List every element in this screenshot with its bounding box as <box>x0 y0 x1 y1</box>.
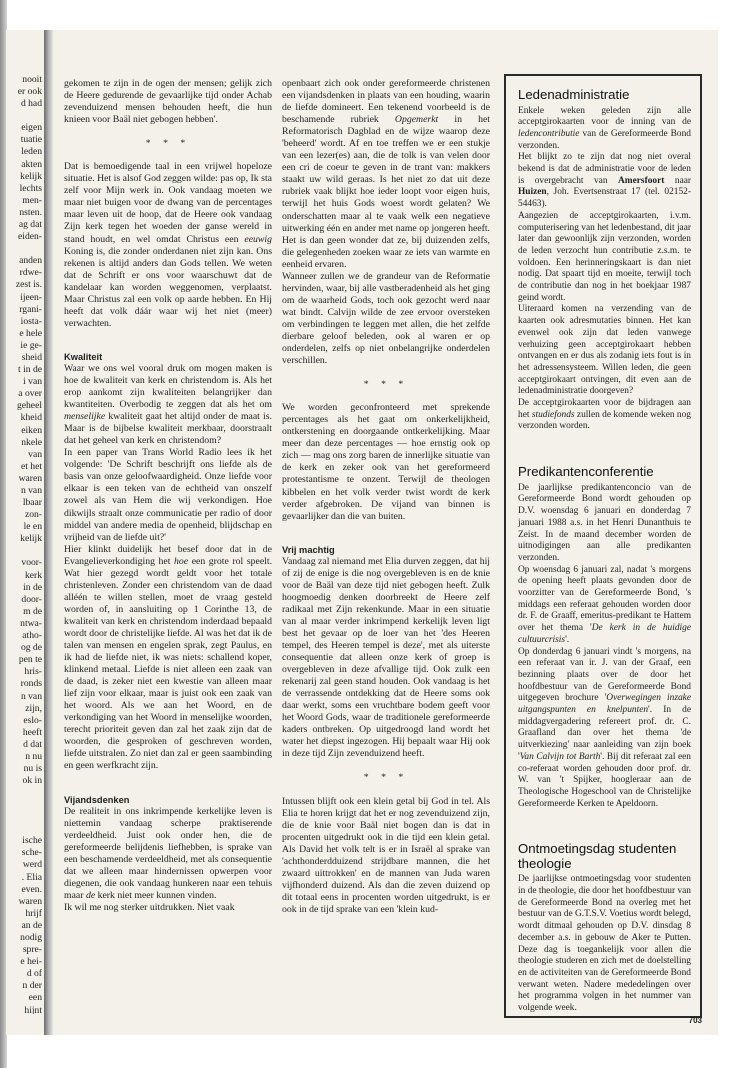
fragment-line: n van <box>20 690 42 702</box>
fragment-line: zon- <box>24 509 42 521</box>
section-separator: * * * <box>363 379 409 391</box>
paragraph: Enkele weken geleden zijn alle acceptgirokaarten voor de inning van de ledencontributie van de Gereformeerde Bond verzonden. <box>518 105 691 151</box>
ontmoetingsdag-block <box>518 842 691 1014</box>
paragraph: Het blijkt zo te zijn dat nog niet overal bekend is dat de administratie voor de leden is overgebracht van Amersfoort naar Huizen, Joh. Evertsenstraat 17 (tel. 02152-54463). <box>518 152 692 210</box>
fragment-line: nkele <box>21 436 42 448</box>
paragraph: Aangezien de acceptgirokaarten, i.v.m. computerisering van het ledenbestand, dit jaar later dan gewoonlijk zijn verzonden, worden de leden verzocht hun contributie z.s.m. te voldoen. Een herinneringskaart is dan niet nodig. Dat spaart tijd en moeite, terwijl toch de contributie dan nog in het boekjaar 1987 geind wordt. <box>518 210 691 303</box>
fragment-line: ntwa- <box>20 617 42 629</box>
paragraph: Dat is bemoedigende taal in een vrijwel hopeloze situatie. Het is alsof God zeggen wilde: pas op, Ik sta zelf voor Mijn werk in. Ook vandaag moeten we maar niet buigen voor de dwang van de percentages maar leven uit de hoop, dat de Heere ook vandaag Zijn kerk tegen het woeden der ganse wereld in stand houdt, en wel omdat Christus een eeuwig Koning is, die zonder onderdanen niet zijn kan. Ons rekenen is altijd anders dan Gods tellen. We weten dat de Schrift er ons voor waarschuwt dat de kandelaar kan worden weggenomen, verplaatst. Maar Christus zal een volk op aarde hebben. En Hij heeft dat volk dáár waar wij het niet (meer) verwachten. <box>64 161 272 329</box>
fragment-line: lechts <box>19 182 42 194</box>
sidebar-heading: Ontmoetingsdag studenten theologie <box>518 841 677 871</box>
subheading-vrij-machtig: Vrij machtig <box>282 544 335 555</box>
paragraph: Ik wil me nog sterker uitdrukken. Niet vaak <box>64 901 235 913</box>
fragment-line: hris- <box>24 666 42 678</box>
fragment-line: ie ge- <box>20 339 42 351</box>
fragment-line: nu is <box>23 763 42 775</box>
announcements-sidebar <box>504 74 702 1018</box>
fragment-line: hijnt <box>24 1004 42 1014</box>
fragment-line: i van <box>23 376 42 388</box>
fragment-line: van <box>28 448 42 460</box>
paragraph: We worden geconfronteerd met sprekende percentages als het gaat om onkerkelijkheid, ontkerstening en doorgaande ontkerkelijking. Maar meer dan deze percentages — hoe ernstig ook op zich — mag ons zorg baren de innerlijke situatie van de kerk en zeker ook van het gereformeerd protestantisme te onzent. Terwijl de theologen kibbelen en het volk verder twist wordt de kerk verder afgebroken. De vijand van binnen is gevaarlijker dan die van buiten. <box>282 402 490 522</box>
fragment-line: et het <box>20 460 42 472</box>
fragment-line: ag dat <box>18 219 42 231</box>
fragment-line: kerk <box>24 569 42 581</box>
fragment-line: m de <box>23 605 42 617</box>
fragment-line: tuatie <box>20 134 42 146</box>
fragment-line: an de <box>21 919 42 931</box>
subheading-kwaliteit: Kwaliteit <box>64 351 103 362</box>
sidebar-heading: Ledenadministratie <box>518 87 630 102</box>
fragment-line: rdwe- <box>19 267 42 279</box>
fragment-line: e hele <box>19 327 42 339</box>
fragment-line: le en <box>23 521 42 533</box>
page-number: 703 <box>688 1016 702 1025</box>
previous-page-column-fragment <box>6 74 42 1014</box>
paragraph: openbaart zich ook onder gereformeerde christenen een vijandsdenken in plaats van een houding, waarin de liefde domineert. Een tekenend voorbeeld is de beschamende rubriek Opgemerkt in het Reformatorisch Dagblad en de wijze waarop deze 'beheerd' wordt. Af en toe treffen we er een stukje van een lezer(es) aan, die de tolk is van velen door een cri de coeur te geven in de trant van: makkers staakt uw wild geraas. Is het niet zo dat uit deze rubriek vaak blijkt hoe ieder loopt voor eigen huis, terwijl het huis Gods woest wordt gelaten? We onderschatten maar al te vaak welk een negatieve uitwerking één en ander met name op jongeren heeft. Het is dan geen wonder dat ze, bij duizenden zelfs, die gelegenheden zoeken waar ze iets van warmte en eenheid ervaren. <box>282 78 490 270</box>
article-column-2 <box>282 78 490 1028</box>
fragment-line: t in de <box>18 364 42 376</box>
fragment-line <box>6 811 42 823</box>
fragment-line: d of <box>26 968 42 980</box>
paragraph: De jaarlijkse predikantenconcio van de Gereformeerde Bond wordt gehouden op D.V. woensdag 6 januari en donderdag 7 januari 1988 a.s. in het Henri Dunanthuis te Zeist. In de maand december worden de uitnodigingen aan alle predikanten verzonden. <box>518 482 691 563</box>
fragment-line: eiken <box>21 424 42 436</box>
fragment-line: zest is. <box>15 279 42 291</box>
fragment-line: n van <box>20 485 42 496</box>
paragraph: In een paper van Trans World Radio lees ik het volgende: 'De Schrift beschrijft ons liefde als de basis van onze geloofwaardigheid. Onze liefde voor elkaar is een teken van de echtheid van onszelf zowel als van Hem die wij verkondigen. Hoe dikwijls straalt onze communicatie per radio of door middel van andere media de openheid, blijdschap en vrijheid van de liefde uit?' <box>64 447 272 543</box>
article-column-1 <box>64 78 272 1028</box>
section-separator: * * * <box>145 138 191 150</box>
fragment-line: d dat <box>23 738 42 750</box>
fragment-line: waren <box>18 472 42 484</box>
fragment-line: sche- <box>21 847 42 859</box>
fragment-line: nooit <box>22 74 42 85</box>
fragment-line: kheid <box>20 412 42 424</box>
paragraph: Op donderdag 6 januari vindt 's morgens, na een referaat van ir. J. van der Graaf, een bezinning plaats over de door het hoofdbestuur van de Gereformeerde Bond uitgegeven brochure 'Overwegingen inzake uitgangspunten en knelpunten'. In de middagvergadering refereert prof. dr. C. Graafland dan over het thema 'de uitverkiezing' naar aanleiding van zijn boek 'Van Calvijn tot Barth'. Bij dit referaat zal een co-referaat worden gehouden door prof. dr. W. van 't Spijker, hoogleraar aan de Theologische Hogeschool van de Christelijke Gereformeerde Kerken te Apeldoorn. <box>518 646 691 809</box>
magazine-page <box>6 30 718 1035</box>
fragment-line: ok in <box>22 775 42 787</box>
fragment-line: eiden- <box>18 231 42 243</box>
paragraph: De realiteit in ons inkrimpende kerkelijke leven is niettemin vandaag scherpe praktiserende verdeeldheid. Juist ook onder hen, die de gereformeerde belijdenis liefhebben, is sprake van een beschamende verdeeldheid, met als consequentie dat we alleen maar hindernissen opwerpen voor diegenen, die ook vandaag hunkeren naar een tehuis maar de kerk niet meer kunnen vinden. <box>64 805 272 901</box>
paragraph: Uiteraard komen na verzending van de kaarten ook adresmutaties binnen. Het kan evenwel ook zijn dat leden vanwege verhuizing geen acceptgirokaart hebben ontvangen en er dus als zodanig iets fout is in het adressensysteem. Willen leden, die geen acceptgirokaart ontvingen, dit even aan de ledenadministratie doorgeven? <box>518 304 691 397</box>
paragraph: Intussen blijft ook een klein getal bij God in tel. Als Elia te horen krijgt dat het er nog zevenduizend zijn, die de knie voor Baäl niet bogen dan is dat in procenten uitgedrukt ook in die tijd een klein getal. Als David het volk telt is er in Israël al sprake van 'achthonderdduizend strijdbare mannen, die het zwaard uittrokken' en de mannen van Juda waren vijfhonderd duizend. Als dan die zeven duizend op dit totaal eens in procenten worden uitgedrukt, is er ook in de tijd sprake van een 'klein kud- <box>282 795 490 915</box>
paragraph: gekomen te zijn in de ogen der mensen; gelijk zich de Heere gedurende de gevaarlijke tijd onder Achab zevenduizend mensen behouden heeft, die hun knieen voor Baäl niet gebogen hebben'. <box>64 78 272 126</box>
fragment-line <box>6 787 42 799</box>
fragment-line: a over <box>18 388 42 400</box>
paragraph: De jaarlijkse ontmoetingsdag voor studenten in de theologie, die door het hoofdbestuur van de Gereformeerde Bond na overleg met het bestuur van de G.T.S.V. Voetius wordt belegd, wordt ditmaal gehouden op D.V. dinsdag 8 december a.s. in gebouw de Aker te Putten. Deze dag is toegankelijk voor allen die theologie studeren en zich met de doelstelling en de activiteiten van de Gereformeerde Bond verwant weten. Nadere mededelingen over het programma volgen in het nummer van volgende week. <box>518 874 691 1014</box>
fragment-line: even. <box>21 883 42 895</box>
fragment-line: door- <box>21 593 42 605</box>
fragment-line: in de <box>23 581 42 593</box>
fragment-line: og de <box>20 642 42 654</box>
page-gutter <box>44 30 53 1035</box>
fragment-line: een <box>28 992 42 1004</box>
fragment-line: voor- <box>21 557 42 569</box>
fragment-line: er ook <box>17 86 42 98</box>
fragment-line: heeft <box>22 726 42 738</box>
fragment-line: atho- <box>22 630 42 642</box>
section-separator: * * * <box>363 772 409 784</box>
paragraph: Vandaag zal niemand met Elia durven zeggen, dat hij of zij de enige is die nog overgebleven is en de knie voor de Baäl van deze tijd niet gebogen heeft. Zulk hoogmoedig denken doorbreekt de Heere zelf radikaal met Zijn rekenkunde. Maar in een situatie van al maar verder inkrimpend kerkelijk leven ligt best het gevaar op de loer van het 'des Heeren tempel, des Heeren tempel is deze', met als uiterste consequentie dat alleen onze kerk of groep is overgebleven in deze afvallige tijd. Ook zulk een rekenarij zal geen stand houden. Ook vandaag is het de verrassende ontdekking dat de Heere soms ook daar werkt, soms een vruchtbare bodem geeft voor het Woord Gods, waar de traditionele gereformeerde kaders ontbreken. Op uitgedroogd land wordt het water het diepst ingezogen. Hij bepaalt waar Hij ook in deze tijd Zijn zevenduizend heeft. <box>282 555 490 760</box>
fragment-line: nodig <box>20 932 42 943</box>
paragraph: De acceptgirokaarten voor de bijdragen aan het studiefonds zullen de komende weken nog verzonden worden. <box>518 398 691 432</box>
fragment-line: n nu <box>25 750 42 762</box>
fragment-line: waren <box>18 895 42 907</box>
fragment-line: lbaar <box>22 497 42 509</box>
fragment-line: e hei- <box>20 956 42 968</box>
fragment-line: kelijk <box>20 170 42 182</box>
fragment-line <box>6 545 42 557</box>
paragraph: Op woensdag 6 januari zal, nadat 's morgens de opening heeft plaats gevonden door de voorzitter van de Gereformeerde Bond, 's middags een referaat gehouden worden door dr. F. de Graaff, emeritus-predikant te Hattem over het thema 'De kerk in de huidige cultuurcrisis'. <box>518 564 691 645</box>
fragment-line: anden <box>19 255 42 267</box>
fragment-line: eigen <box>21 122 42 134</box>
fragment-line: ische <box>22 835 42 847</box>
sidebar-heading: Predikantenconferentie <box>518 464 654 480</box>
fragment-line <box>6 823 42 835</box>
fragment-line: hrijf <box>25 907 42 919</box>
fragment-line: geheel <box>16 400 42 412</box>
paragraph: Waar we ons wel vooral druk om mogen maken is hoe de kwaliteit van kerk en christendom is. Als het erop aankomt zijn kwaliteiten belangrijker dan kwantiteiten. Overbodig te zeggen dat als het om menselijke kwaliteit gaat het altijd onder de maat is. Maar is de bijbelse kwaliteit merkbaar, doorstraalt dat het geheel van kerk en christendom? <box>64 362 272 447</box>
fragment-line <box>6 110 42 122</box>
fragment-line: leden <box>21 146 42 158</box>
fragment-line: sheid <box>21 351 42 363</box>
fragment-line <box>6 799 42 811</box>
paragraph: Wanneer zullen we de grandeur van de Reformatie hervinden, waar, bij alle vastberadenheid als het ging om de waarheid Gods, toch ook gezocht werd naar wat bindt. Calvijn wilde de zee ervoor oversteken om verbindingen te leggen met allen, die het zelfde dierbare geloof beleden, ook al waren er op onderdelen, zelfs op niet onbelangrijke onderdelen verschillen. <box>282 270 490 367</box>
fragment-line: n der <box>22 980 42 992</box>
fragment-line: iosta- <box>20 315 42 327</box>
fragment-line: werd <box>22 859 42 871</box>
fragment-line: rgani- <box>19 303 42 315</box>
ledenadministratie-block <box>518 88 691 433</box>
subheading-vijandsdenken: Vijandsdenken <box>64 794 130 805</box>
fragment-line: zijn, <box>25 702 42 714</box>
fragment-line: pen te <box>18 654 42 666</box>
paragraph: Hier klinkt duidelijk het besef door dat in de Evangelieverkondiging het hoe een grote rol speelt. Wat hier gezegd wordt geldt voor het totale christenleven. Zonder een christendom van de daad alléén te willen stellen, moet de vraag gesteld worden of, in aansluiting op 1 Corinthe 13, de kwaliteit van kerk en christendom inderdaad bepaald wordt door de christelijke liefde. Al was het dat ik de talen van mensen en engelen sprak, zegt Paulus, en ik had de liefde niet, ik was niets: schallend koper, klinkend metaal. Liefde is niet alleen een zaak van de daad, is zeker niet een kwestie van alleen maar lief zijn voor elkaar, maar is juist ook een zaak van het woord. Als we aan het Woord, en de verkondiging van het Woord in menselijke woorden, terecht prioriteit geven dan zal het zaak zijn dat de woorden, die gesproken of geschreven worden, liefde uitstralen. Zo niet dan zal er geen saambinding en geen werfkracht zijn. <box>64 543 272 772</box>
fragment-line: akten <box>21 158 42 170</box>
fragment-line: eslo- <box>23 714 42 726</box>
fragment-line: kelijk <box>20 533 42 545</box>
fragment-line <box>6 243 42 255</box>
fragment-line: ijeen- <box>20 291 42 303</box>
fragment-line: . Elia <box>21 871 42 883</box>
fragment-line: ronds <box>20 678 42 690</box>
predikantenconferentie-block <box>518 465 691 810</box>
fragment-line: spre- <box>22 944 42 956</box>
fragment-line: men- <box>22 194 42 206</box>
fragment-line: d had <box>20 98 42 110</box>
fragment-line: nsten. <box>19 206 42 218</box>
